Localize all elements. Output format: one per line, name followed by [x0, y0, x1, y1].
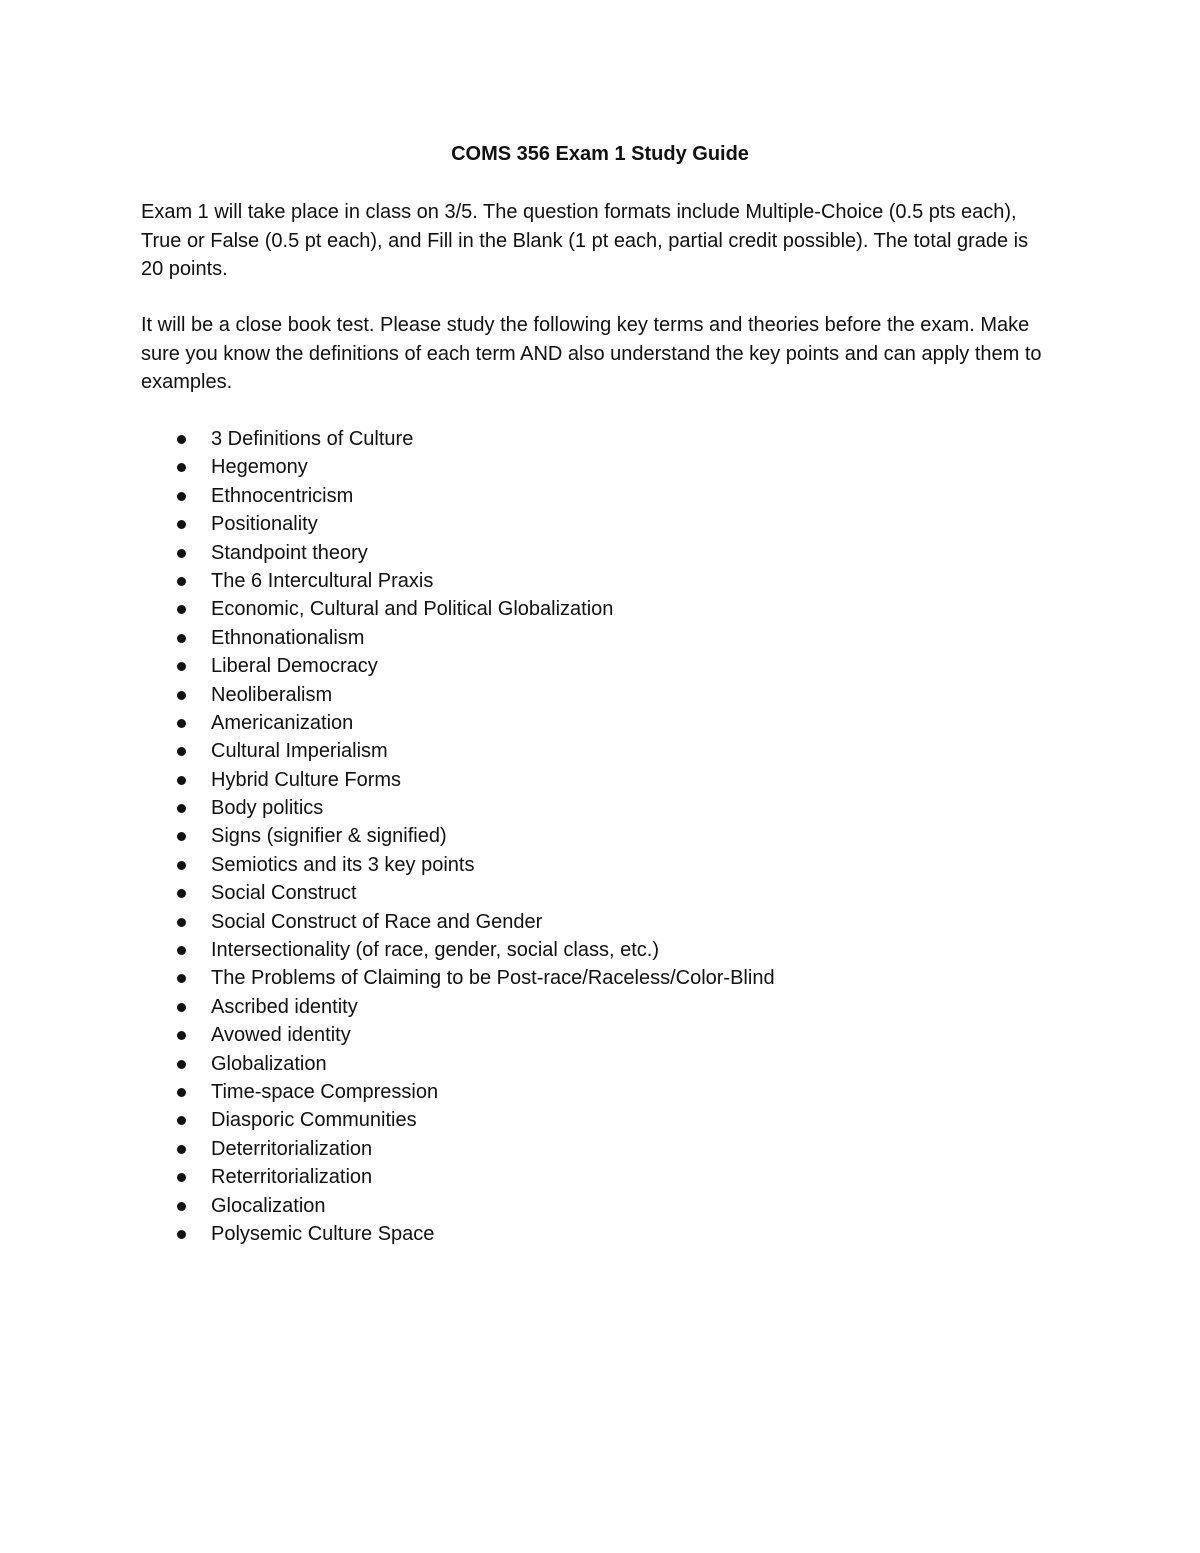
term-label: 3 Definitions of Culture: [211, 428, 414, 450]
list-item: [141, 794, 1041, 822]
list-item: [141, 681, 1041, 709]
bullet-icon: [177, 1003, 186, 1012]
list-item: [141, 425, 1041, 453]
list-item: [141, 993, 1041, 1021]
list-item: [141, 510, 1041, 538]
term-label: Globalization: [211, 1052, 327, 1075]
term-label: Polysemic Culture Space: [211, 1222, 435, 1245]
term-label: Positionality: [211, 513, 318, 536]
bullet-icon: [177, 463, 186, 472]
bullet-icon: [177, 549, 186, 558]
bullet-icon: [177, 634, 186, 643]
bullet-icon: [177, 662, 186, 671]
bullet-icon: [177, 605, 186, 614]
bullet-icon: [177, 974, 186, 983]
list-item: [141, 936, 1041, 964]
bullet-icon: [177, 1060, 186, 1069]
term-label: Neoliberalism: [211, 683, 333, 706]
term-label: Hybrid Culture Forms: [211, 768, 402, 791]
list-item: [141, 766, 1041, 794]
bullet-icon: [177, 946, 186, 955]
term-label: Deterritorialization: [211, 1137, 373, 1160]
list-item: [141, 595, 1041, 623]
list-item: [141, 1135, 1041, 1163]
list-item: [141, 964, 1041, 992]
list-item: [141, 1192, 1041, 1220]
term-label: Avowed identity: [211, 1024, 351, 1047]
term-label: Ascribed identity: [211, 995, 358, 1018]
term-label: Reterritorialization: [211, 1166, 373, 1189]
term-label: Signs (signifier & signified): [211, 825, 447, 848]
bullet-icon: [177, 918, 186, 927]
bullet-icon: [177, 492, 186, 501]
list-item: [141, 567, 1041, 595]
list-item: [141, 453, 1041, 481]
term-label: Cultural Imperialism: [211, 740, 388, 763]
bullet-icon: [177, 1202, 186, 1211]
bullet-icon: [177, 861, 186, 870]
term-label: Time-space Compression: [211, 1080, 439, 1103]
list-item: [141, 709, 1041, 737]
list-item: [141, 908, 1041, 936]
bullet-icon: [177, 577, 186, 586]
bullet-icon: [177, 804, 186, 813]
bullet-icon: [177, 719, 186, 728]
list-item: [141, 1220, 1041, 1248]
bullet-icon: [177, 776, 186, 785]
list-item: [141, 737, 1041, 765]
term-label: Hegemony: [211, 456, 308, 479]
bullet-icon: [177, 747, 186, 756]
term-label: Standpoint theory: [211, 541, 368, 564]
bullet-icon: [177, 1145, 186, 1154]
term-label: Ethnonationalism: [211, 626, 365, 649]
bullet-icon: [177, 520, 186, 529]
list-item: [141, 652, 1041, 680]
document-title: COMS 356 Exam 1 Study Guide: [451, 143, 749, 165]
list-item: [141, 1021, 1041, 1049]
term-label: Liberal Democracy: [211, 655, 378, 678]
list-item: [141, 624, 1041, 652]
list-item: [141, 851, 1041, 879]
term-label: Glocalization: [211, 1194, 326, 1217]
term-label: Social Construct of Race and Gender: [211, 910, 543, 933]
list-item: [141, 822, 1041, 850]
list-item: [141, 879, 1041, 907]
bullet-icon: [177, 832, 186, 841]
term-label: Ethnocentricism: [211, 484, 354, 507]
bullet-icon: [177, 1088, 186, 1097]
term-label: The Problems of Claiming to be Post-race/Raceless/Color-Blind: [211, 967, 775, 990]
bullet-icon: [177, 1230, 186, 1239]
term-label: Economic, Cultural and Political Globalization: [211, 598, 614, 621]
bullet-icon: [177, 691, 186, 700]
term-label: Diasporic Communities: [211, 1109, 417, 1132]
bullet-icon: [177, 1031, 186, 1040]
list-item: [141, 1078, 1041, 1106]
study-instructions-paragraph: It will be a close book test. Please study the following key terms and theories before the exam. Make sure you know the definitions of each term AND also understand the key points and can apply them to examples.: [141, 314, 1042, 393]
list-item: [141, 1163, 1041, 1191]
term-label: Semiotics and its 3 key points: [211, 853, 475, 876]
term-label: Intersectionality (of race, gender, social class, etc.): [211, 939, 659, 962]
exam-format-paragraph: Exam 1 will take place in class on 3/5. The question formats include Multiple-Choice (0.5 pts each), True or False (0.5 pt each), and Fill in the Blank (1 pt each, partial credit possible). The total grade is 20 points.: [141, 201, 1029, 280]
bullet-icon: [177, 1173, 186, 1182]
term-label: Body politics: [211, 797, 324, 820]
list-item: [141, 1106, 1041, 1134]
term-label: The 6 Intercultural Praxis: [211, 569, 434, 592]
list-item: [141, 539, 1041, 567]
key-terms-list: [141, 425, 1041, 1248]
bullet-icon: [177, 889, 186, 898]
term-label: Americanization: [211, 711, 354, 734]
bullet-icon: [177, 435, 186, 444]
list-item: [141, 1050, 1041, 1078]
term-label: Social Construct: [211, 882, 357, 905]
bullet-icon: [177, 1116, 186, 1125]
list-item: [141, 482, 1041, 510]
